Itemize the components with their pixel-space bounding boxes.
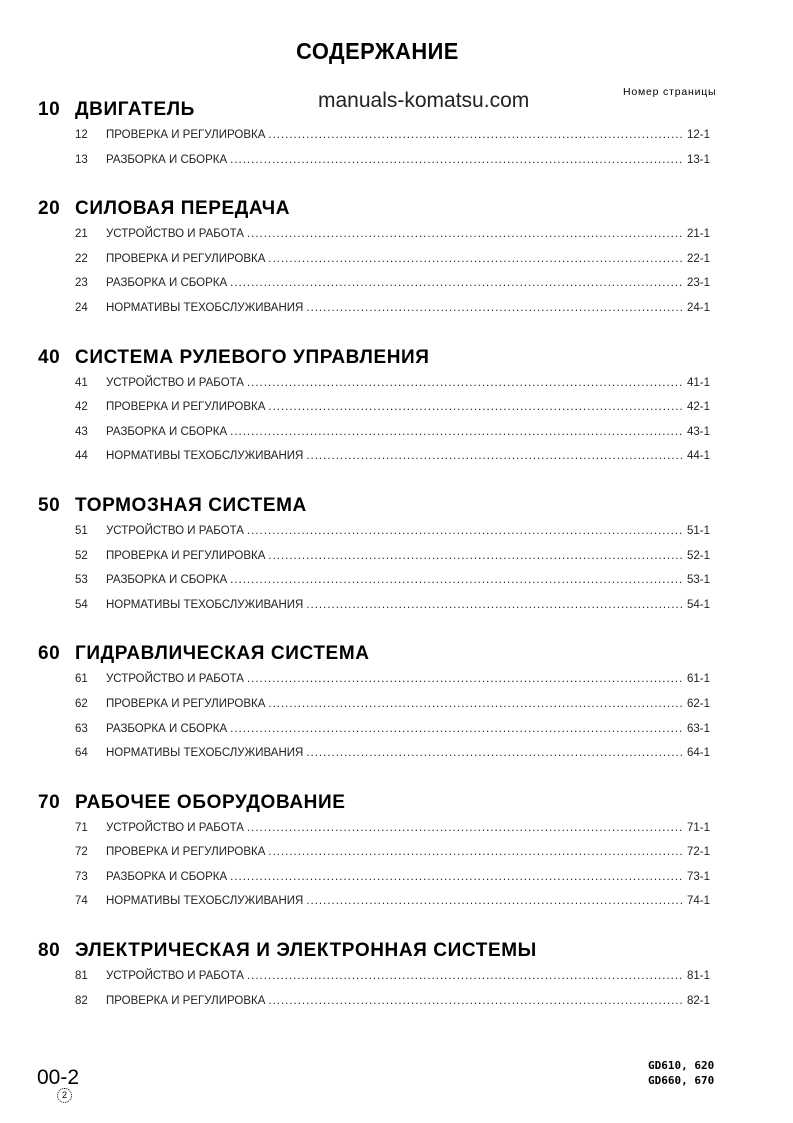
entry-number: 53 [75, 574, 88, 587]
entry-page: 81-1 [686, 970, 710, 983]
revision-mark: 2 [57, 1088, 72, 1103]
toc-entry[interactable] [38, 667, 710, 692]
entry-page: 72-1 [686, 846, 710, 859]
entry-number: 61 [75, 673, 88, 686]
dot-leader [268, 544, 684, 569]
toc-entry[interactable] [38, 123, 710, 148]
entry-page: 54-1 [686, 598, 710, 611]
entry-page: 44-1 [686, 450, 710, 463]
entry-title: НОРМАТИВЫ ТЕХОБСЛУЖИВАНИЯ [106, 598, 304, 611]
entry-title: ПРОВЕРКА И РЕГУЛИРОВКА [106, 252, 266, 265]
section-number: 10 [38, 99, 61, 120]
toc-entry[interactable] [38, 593, 710, 618]
entry-title: ПРОВЕРКА И РЕГУЛИРОВКА [106, 129, 266, 141]
toc-entry[interactable] [38, 222, 710, 247]
toc-entry[interactable] [38, 444, 710, 469]
dot-leader [268, 395, 684, 420]
dot-leader [306, 296, 684, 321]
dot-leader [247, 964, 684, 989]
dot-leader [306, 889, 684, 914]
entry-number: 71 [75, 821, 88, 834]
entry-page: 13-1 [686, 153, 710, 166]
entry-title: РАЗБОРКА И СБОРКА [106, 277, 228, 290]
entry-number: 52 [75, 549, 88, 562]
dot-leader [247, 371, 684, 396]
toc-entry[interactable] [38, 741, 710, 766]
entry-title: РАЗБОРКА И СБОРКА [106, 574, 228, 587]
toc-section [38, 345, 710, 469]
toc-entry[interactable] [38, 148, 710, 173]
entry-number: 13 [75, 153, 88, 166]
toc-entry[interactable] [38, 840, 710, 865]
toc-entry[interactable] [38, 568, 710, 593]
entry-page: 63-1 [686, 722, 710, 735]
dot-leader [230, 865, 684, 890]
dot-leader [268, 247, 684, 272]
section-title: СИСТЕМА РУЛЕВОГО УПРАВЛЕНИЯ [75, 346, 430, 368]
entry-number: 82 [75, 994, 88, 1007]
dot-leader [268, 692, 684, 717]
entry-number: 24 [75, 301, 88, 314]
entry-page: 51-1 [686, 524, 710, 537]
toc-entry[interactable] [38, 692, 710, 717]
table-of-contents [38, 97, 710, 1037]
toc-section [38, 938, 710, 1013]
toc-section [38, 790, 710, 914]
entry-number: 22 [75, 252, 88, 265]
model-line: GD610, 620 [648, 1059, 715, 1072]
toc-entry[interactable] [38, 717, 710, 742]
entry-page: 42-1 [686, 401, 710, 414]
entry-number: 51 [75, 524, 88, 537]
footer-page-number: 00-2 [37, 1066, 80, 1089]
entry-title: ПРОВЕРКА И РЕГУЛИРОВКА [106, 846, 266, 859]
entry-title: ПРОВЕРКА И РЕГУЛИРОВКА [106, 401, 266, 414]
dot-leader [230, 148, 684, 173]
entry-title: РАЗБОРКА И СБОРКА [106, 870, 228, 883]
section-title: ЭЛЕКТРИЧЕСКАЯ И ЭЛЕКТРОННАЯ СИСТЕМЫ [75, 940, 537, 962]
dot-leader [230, 568, 684, 593]
entry-number: 63 [75, 722, 88, 735]
toc-entry[interactable] [38, 964, 710, 989]
dot-leader [230, 717, 684, 742]
entry-title: ПРОВЕРКА И РЕГУЛИРОВКА [106, 994, 266, 1007]
entry-title: УСТРОЙСТВО И РАБОТА [106, 970, 244, 983]
dot-leader [268, 840, 684, 865]
entry-page: 53-1 [686, 574, 710, 587]
entry-page: 62-1 [686, 697, 710, 710]
section-number: 60 [38, 643, 61, 665]
entry-number: 41 [75, 376, 88, 389]
section-title: ГИДРАВЛИЧЕСКАЯ СИСТЕМА [75, 643, 370, 665]
dot-leader [247, 519, 684, 544]
entry-title: РАЗБОРКА И СБОРКА [106, 722, 228, 735]
section-heading[interactable] [38, 938, 710, 964]
entry-title: НОРМАТИВЫ ТЕХОБСЛУЖИВАНИЯ [106, 450, 304, 463]
entry-number: 72 [75, 846, 88, 859]
entry-title: РАЗБОРКА И СБОРКА [106, 153, 228, 166]
entry-title: НОРМАТИВЫ ТЕХОБСЛУЖИВАНИЯ [106, 747, 304, 760]
section-title: ТОРМОЗНАЯ СИСТЕМА [75, 494, 307, 516]
section-number: 80 [38, 940, 61, 962]
entry-page: 43-1 [686, 425, 710, 438]
entry-number: 21 [75, 228, 88, 241]
model-list [648, 1058, 714, 1088]
entry-page: 52-1 [686, 549, 710, 562]
toc-entry[interactable] [38, 889, 710, 914]
entry-page: 74-1 [686, 895, 710, 908]
entry-page: 61-1 [686, 673, 710, 686]
section-title: ДВИГАТЕЛЬ [75, 99, 195, 120]
entry-number: 81 [75, 970, 88, 983]
toc-entry[interactable] [38, 296, 710, 321]
section-heading[interactable] [38, 97, 710, 123]
entry-title: УСТРОЙСТВО И РАБОТА [106, 524, 244, 537]
section-heading[interactable] [38, 196, 710, 222]
page-title: СОДЕРЖАНИЕ [296, 38, 459, 64]
section-heading[interactable] [38, 641, 710, 667]
entry-title: ПРОВЕРКА И РЕГУЛИРОВКА [106, 549, 266, 562]
dot-leader [268, 123, 684, 148]
dot-leader [306, 741, 684, 766]
entry-page: 82-1 [686, 994, 710, 1007]
toc-entry[interactable] [38, 816, 710, 841]
dot-leader [247, 816, 684, 841]
section-number: 20 [38, 198, 61, 220]
toc-entry[interactable] [38, 271, 710, 296]
dot-leader [230, 420, 684, 445]
entry-page: 73-1 [686, 870, 710, 883]
entry-page: 12-1 [686, 129, 710, 141]
entry-page: 24-1 [686, 301, 710, 314]
entry-number: 12 [75, 129, 88, 141]
section-heading[interactable] [38, 790, 710, 816]
entry-page: 22-1 [686, 252, 710, 265]
toc-entry[interactable] [38, 395, 710, 420]
toc-section [38, 97, 710, 172]
dot-leader [247, 667, 684, 692]
toc-entry[interactable] [38, 420, 710, 445]
entry-number: 43 [75, 425, 88, 438]
entry-page: 71-1 [686, 821, 710, 834]
toc-section [38, 196, 710, 320]
dot-leader [306, 444, 684, 469]
entry-number: 54 [75, 598, 88, 611]
dot-leader [268, 989, 684, 1014]
entry-page: 21-1 [686, 228, 710, 241]
page-number-column-label: Номер страницы [623, 86, 717, 98]
toc-entry[interactable] [38, 865, 710, 890]
model-line: GD660, 670 [648, 1074, 715, 1087]
entry-page: 64-1 [686, 747, 710, 760]
toc-entry[interactable] [38, 544, 710, 569]
dot-leader [230, 271, 684, 296]
toc-entry[interactable] [38, 247, 710, 272]
entry-title: УСТРОЙСТВО И РАБОТА [106, 228, 244, 241]
entry-number: 44 [75, 450, 88, 463]
entry-title: ПРОВЕРКА И РЕГУЛИРОВКА [106, 697, 266, 710]
entry-page: 23-1 [686, 277, 710, 290]
entry-number: 23 [75, 277, 88, 290]
section-number: 40 [38, 346, 61, 368]
entry-number: 62 [75, 697, 88, 710]
entry-title: УСТРОЙСТВО И РАБОТА [106, 673, 244, 686]
entry-number: 74 [75, 895, 88, 908]
entry-number: 42 [75, 401, 88, 414]
toc-entry[interactable] [38, 519, 710, 544]
section-heading[interactable] [38, 493, 710, 519]
toc-entry[interactable] [38, 371, 710, 396]
entry-title: НОРМАТИВЫ ТЕХОБСЛУЖИВАНИЯ [106, 301, 304, 314]
entry-number: 64 [75, 747, 88, 760]
entry-number: 73 [75, 870, 88, 883]
toc-section [38, 493, 710, 617]
entry-title: УСТРОЙСТВО И РАБОТА [106, 376, 244, 389]
entry-title: РАЗБОРКА И СБОРКА [106, 425, 228, 438]
section-title: СИЛОВАЯ ПЕРЕДАЧА [75, 198, 291, 220]
entry-title: УСТРОЙСТВО И РАБОТА [106, 821, 244, 834]
section-heading[interactable] [38, 345, 710, 371]
section-number: 70 [38, 791, 61, 813]
section-number: 50 [38, 494, 61, 516]
dot-leader [306, 593, 684, 618]
entry-title: НОРМАТИВЫ ТЕХОБСЛУЖИВАНИЯ [106, 895, 304, 908]
toc-entry[interactable] [38, 989, 710, 1014]
section-title: РАБОЧЕЕ ОБОРУДОВАНИЕ [75, 791, 346, 813]
watermark: manuals-komatsu.com [318, 89, 530, 112]
dot-leader [247, 222, 684, 247]
toc-section [38, 641, 710, 765]
entry-page: 41-1 [686, 376, 710, 389]
